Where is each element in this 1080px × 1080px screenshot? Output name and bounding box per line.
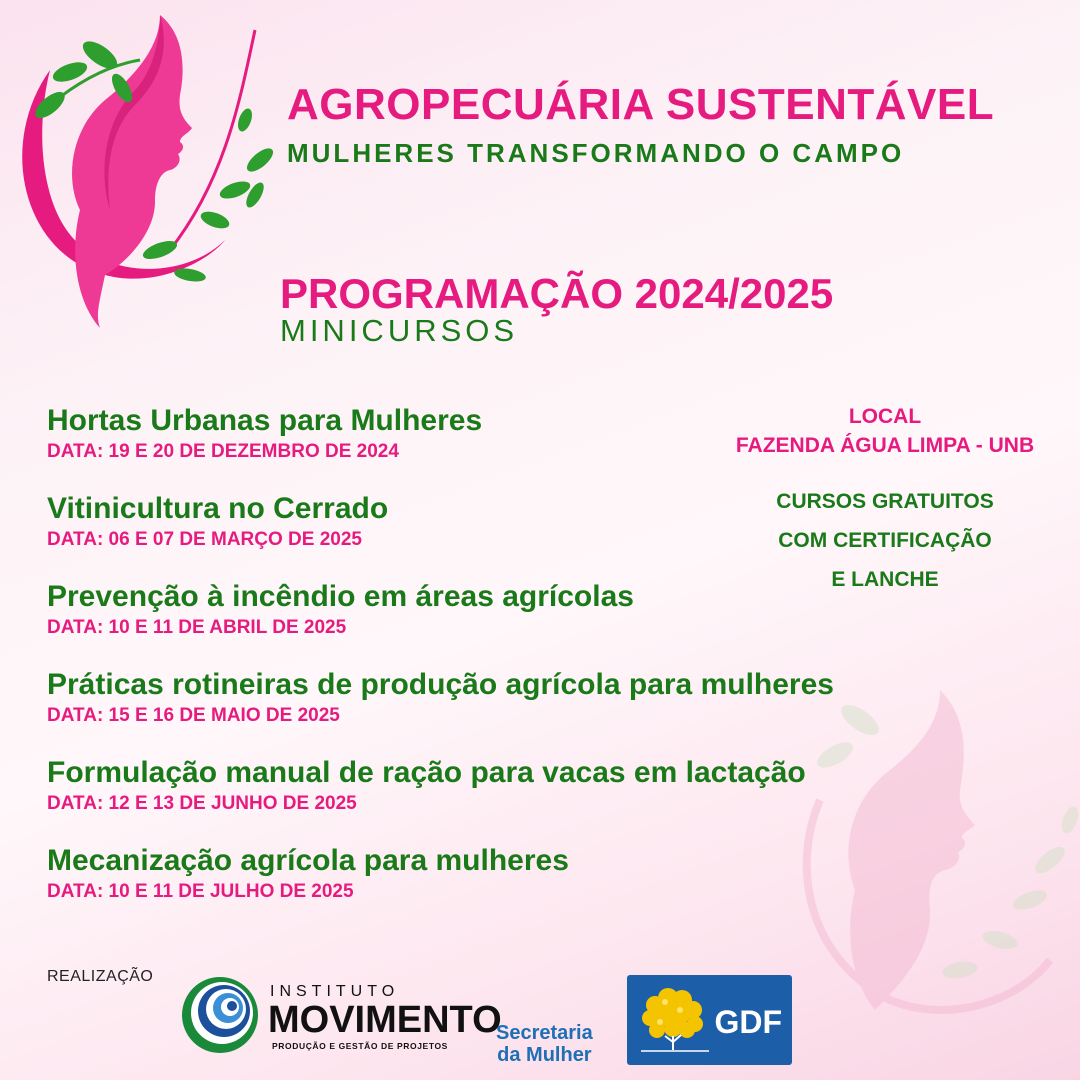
movimento-line1: INSTITUTO [270, 983, 400, 1000]
gdf-text: GDF [714, 1004, 782, 1040]
ipe-tree-icon [635, 980, 715, 1060]
course-date: DATA: 15 E 16 DE MAIO DE 2025 [47, 705, 340, 726]
course-name: Formulação manual de ração para vacas em lactação [47, 756, 806, 789]
page-title: AGROPECUÁRIA SUSTENTÁVEL [287, 80, 995, 129]
program-subtitle: MINICURSOS [280, 313, 519, 348]
location-value: FAZENDA ÁGUA LIMPA - UNB [735, 434, 1035, 457]
location-info [700, 402, 1070, 460]
page-subtitle: MULHERES TRANSFORMANDO O CAMPO [287, 138, 905, 168]
movimento-line2: MOVIMENTO [268, 999, 502, 1041]
course-name: Mecanização agrícola para mulheres [47, 844, 569, 877]
secretaria-line2: da Mulher [497, 1044, 592, 1066]
gdf-logo [627, 975, 792, 1065]
course-date: DATA: 12 E 13 DE JUNHO DE 2025 [47, 793, 357, 814]
course-name: Hortas Urbanas para Mulheres [47, 404, 483, 437]
secretaria-line1: Secretaria [496, 1022, 593, 1044]
instituto-movimento-logo [180, 975, 502, 1055]
movimento-globe-icon [180, 975, 262, 1055]
realizacao-label: REALIZAÇÃO [47, 968, 154, 985]
secretaria-da-mulher-logo [496, 1022, 593, 1066]
course-date: DATA: 06 E 07 DE MARÇO DE 2025 [47, 529, 362, 550]
movimento-line3: PRODUÇÃO E GESTÃO DE PROJETOS [272, 1041, 448, 1051]
course-item [47, 843, 834, 931]
course-name: Prevenção à incêndio em áreas agrícolas [47, 580, 634, 613]
course-item [47, 667, 834, 755]
course-date: DATA: 10 E 11 DE JULHO DE 2025 [47, 881, 354, 902]
location-label: LOCAL [848, 405, 922, 428]
course-date: DATA: 19 E 20 DE DEZEMBRO DE 2024 [47, 441, 399, 462]
course-item [47, 755, 834, 843]
woman-leaf-logo-icon [10, 10, 280, 330]
benefit-line: COM CERTIFICAÇÃO [778, 529, 992, 552]
course-date: DATA: 10 E 11 DE ABRIL DE 2025 [47, 617, 347, 638]
course-name: Práticas rotineiras de produção agrícola para mulheres [47, 668, 834, 701]
benefit-line: CURSOS GRATUITOS [776, 490, 994, 513]
course-name: Vitinicultura no Cerrado [47, 492, 389, 525]
benefit-line: E LANCHE [831, 568, 939, 591]
program-title: PROGRAMAÇÃO 2024/2025 [280, 270, 834, 317]
benefits-info [700, 482, 1070, 599]
